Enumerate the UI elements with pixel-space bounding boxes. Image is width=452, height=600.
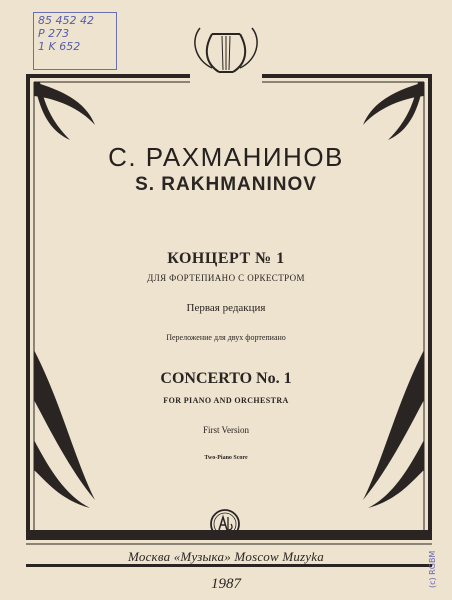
publisher-line: Москва «Музыка» Moscow Muzyka: [128, 549, 324, 564]
frame-top-left-corner: [34, 82, 95, 140]
arrangement-en: Two-Piano Score: [204, 455, 248, 461]
stamp-line-3: 1 K 652: [38, 40, 81, 53]
frame-top-right-corner: [363, 82, 424, 140]
work-subtitle-en: FOR PIANO AND ORCHESTRA: [163, 396, 289, 405]
author-name-en: S. RAKHMANINOV: [135, 174, 317, 195]
stamp-line-2: P 273: [38, 27, 70, 40]
author-name-ru: С. РАХМАНИНОВ: [108, 142, 344, 172]
work-subtitle-ru: ДЛЯ ФОРТЕПИАНО С ОРКЕСТРОМ: [147, 273, 305, 283]
work-title-ru: КОНЦЕРТ № 1: [167, 250, 285, 267]
muzyka-emblem-icon: [209, 508, 241, 540]
arrangement-ru: Переложение для двух фортепиано: [166, 333, 286, 342]
lyre-icon: [195, 28, 257, 72]
edition-en: First Version: [202, 425, 250, 435]
stamp-line-1: 85 452 42: [38, 14, 94, 27]
edition-ru: Первая редакция: [186, 302, 266, 314]
copyright-watermark: (c) RGBM: [428, 550, 437, 588]
work-title-en: CONCERTO No. 1: [160, 370, 292, 387]
publication-year: 1987: [211, 576, 241, 592]
